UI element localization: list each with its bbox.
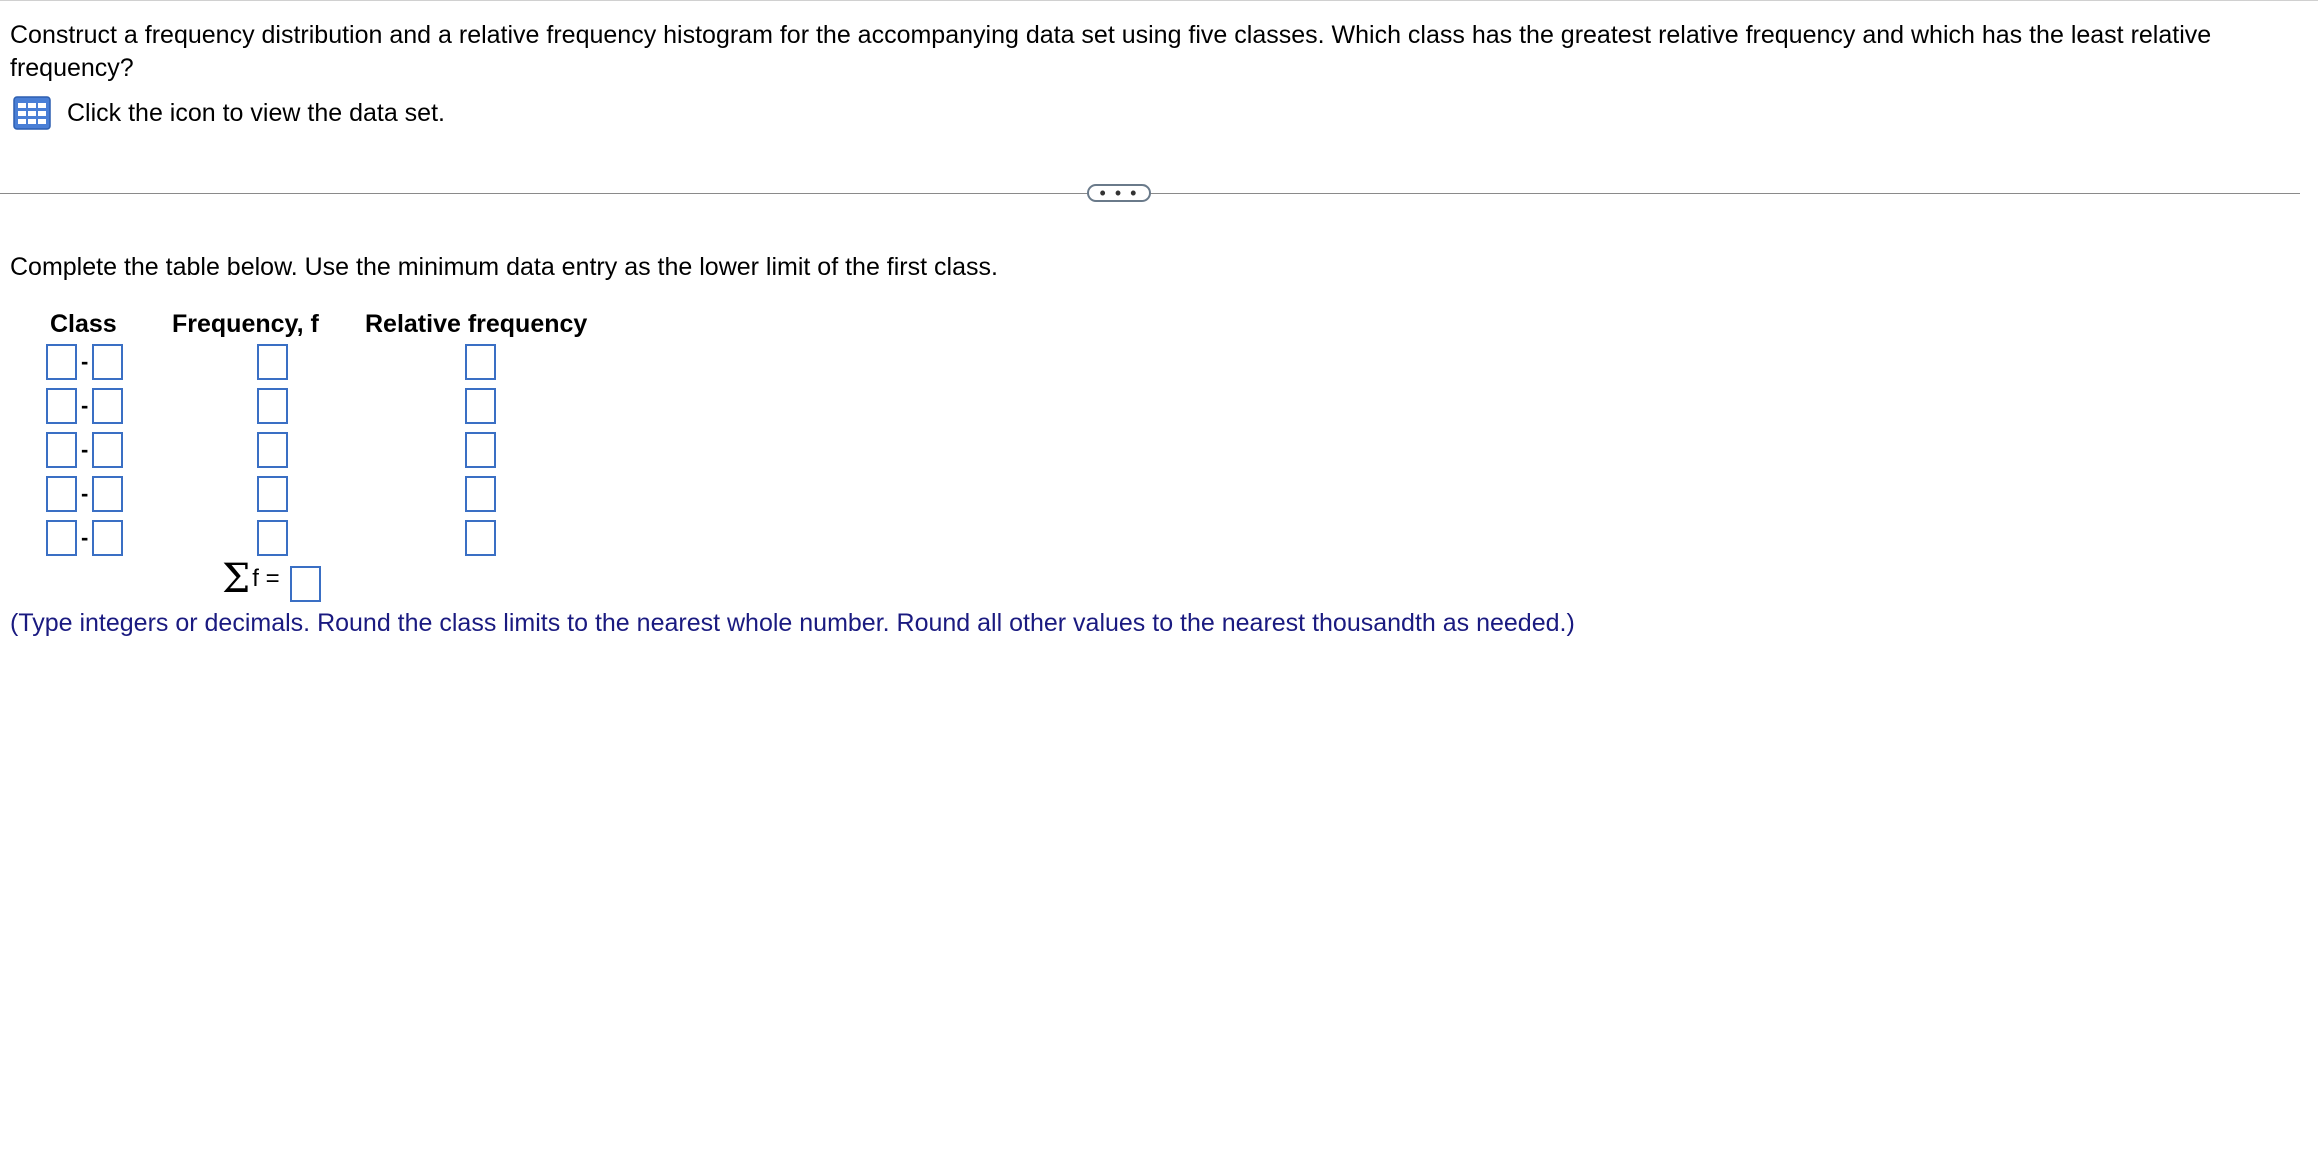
- frequency-1-input[interactable]: [257, 344, 288, 380]
- dataset-link-text: Click the icon to view the data set.: [67, 98, 445, 127]
- instruction-text: Complete the table below. Use the minimum data entry as the lower limit of the first class.: [10, 253, 998, 281]
- dataset-link-row: [13, 94, 445, 132]
- header-frequency: Frequency, f: [172, 310, 319, 338]
- class-5-upper-input[interactable]: [92, 520, 123, 556]
- frequency-2-input[interactable]: [257, 388, 288, 424]
- class-1-lower-input[interactable]: [46, 344, 77, 380]
- question-text: Construct a frequency distribution and a relative frequency histogram for the accompanying data set using five classes. Which class has the greatest relative frequency and which has the least relative frequency?: [10, 21, 2212, 82]
- expand-ellipsis-button[interactable]: • • •: [1087, 184, 1151, 202]
- class-5-lower-input[interactable]: [46, 520, 77, 556]
- frequency-3-input[interactable]: [257, 432, 288, 468]
- class-1-dash: -: [81, 349, 89, 374]
- frequency-4-input[interactable]: [257, 476, 288, 512]
- relative-frequency-1-input[interactable]: [465, 344, 496, 380]
- class-4-dash: -: [81, 481, 89, 506]
- frequency-5-input[interactable]: [257, 520, 288, 556]
- class-4-upper-input[interactable]: [92, 476, 123, 512]
- rounding-note: (Type integers or decimals. Round the class limits to the nearest whole number. Round all other values to the nearest thousandth as needed.): [10, 609, 1575, 637]
- relative-frequency-5-input[interactable]: [465, 520, 496, 556]
- class-2-dash: -: [81, 393, 89, 418]
- relative-frequency-3-input[interactable]: [465, 432, 496, 468]
- sum-label: [222, 556, 280, 602]
- class-5-dash: -: [81, 525, 89, 550]
- class-2-lower-input[interactable]: [46, 388, 77, 424]
- class-3-upper-input[interactable]: [92, 432, 123, 468]
- class-1-upper-input[interactable]: [92, 344, 123, 380]
- sigma-symbol: Σ: [222, 556, 251, 602]
- header-relative-frequency: Relative frequency: [365, 310, 588, 338]
- class-2-upper-input[interactable]: [92, 388, 123, 424]
- table-grid-icon[interactable]: [13, 96, 51, 130]
- sum-frequency-input[interactable]: [290, 566, 321, 602]
- class-3-dash: -: [81, 437, 89, 462]
- class-3-lower-input[interactable]: [46, 432, 77, 468]
- sum-f-text: f =: [252, 565, 280, 592]
- relative-frequency-4-input[interactable]: [465, 476, 496, 512]
- relative-frequency-2-input[interactable]: [465, 388, 496, 424]
- header-class: Class: [50, 310, 117, 338]
- class-4-lower-input[interactable]: [46, 476, 77, 512]
